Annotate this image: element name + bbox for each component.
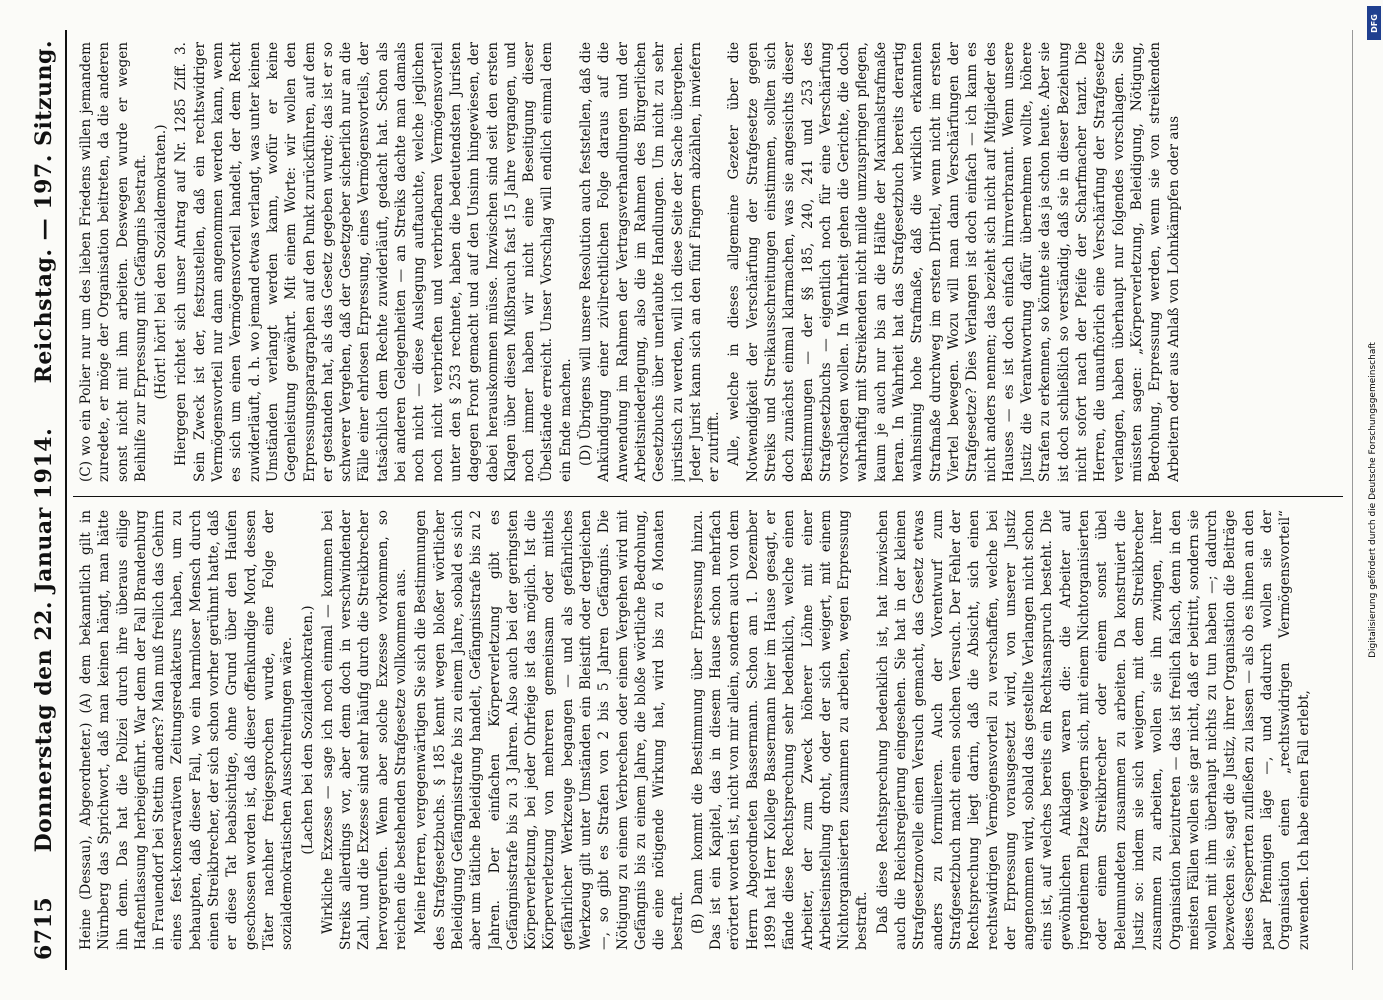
header-date: Donnerstag den 22. Januar 1914. <box>31 427 57 853</box>
left-paragraph-4: Meine Herren, vergegenwärtigen Sie sich die Bestimmungen des Strafgesetzbuchs. § 185 kennt wegen bloßer wörtlicher Beleidigung Gefängnisstrafe bis zu einem Jahre, sobald es sich aber um tätliche Beleidigung handelt, Gefängnisstrafe bis zu 2 Jahren. Der einfachen Körperverletzung gibt es Gefängnisstrafe bis zu 3 Jahren. Also auch bei der geringsten Körperverletzung, bei jeder Ohrfeige ist das möglich. Ist die Körperverletzung von mehreren gemeinsam oder mittels gefährlicher Werkzeuge begangen — und als gefährliches Werkzeug gilt unter Umständen ein Bleistift oder dergleichen —, so gibt es Strafen von 2 bis 5 Jahren Gefängnis. Die Nötigung zu einem Verbrechen oder einem Vergehen wird mit Gefängnis bis zu einem Jahre, die bloße wörtliche Bedrohung, die eine nötigende Wirkung hat, wird bis zu 6 Monaten bestraft. <box>413 510 686 950</box>
left-paragraph-1: Heine (Dessau), Abgeordneter.) (A) dem bekanntlich gilt in Nürnberg das Sprichwort, daß man keinen hängt, man hätte ihn denn. Das hat die Polizei durch ihre überaus eilige Haftentlassung herbeigeführt. War denn der Fall Brandenburg in Frauendorf bei Stettin anders? Man muß freilich das Gehirn eines fest-konservativen Zeitungsredakteurs haben, um zu behaupten, daß dieser Fall, wo ein harmloser Mensch durch einen Streikbrecher, der sich schon vorher gerühmt hatte, daß er diese Tat beabsichtige, ohne Grund über den Haufen geschossen worden ist, daß dieser offenkundige Mord, dessen Täter nachher freigesprochen wurde, eine Folge der sozialdemokratischen Ausschreitungen wäre. <box>78 510 296 950</box>
left-interjection-1: (Lachen bei den Sozialdemokraten.) <box>299 605 316 855</box>
left-paragraph-5: (B) Dann kommt die Bestimmung über Erpressung hinzu. Das ist ein Kapitel, das in diesem Hause schon mehrfach erörtert worden ist, nicht von mir allein, sondern auch von dem Herrn Abgeordneten Bassermann. Schon am 1. Dezember 1899 hat Herr Kollege Bassermann hier im Hause gesagt, er fände diese Rechtsprechung sehr bedenklich, welche einen Arbeiter, der zum Zweck höherer Löhne mit einer Arbeitseinstellung droht, oder der sich weigert, mit einem Nichtorganisierten zusammen zu arbeiten, wegen Erpressung bestraft. <box>689 510 871 950</box>
right-paragraph-4: (D) Übrigens will unsere Resolution auch feststellen, daß die Ankündigung einer zivilrechtlichen Folge daraus auf die Anwendung im Rahmen der Vertragsverhandlungen und der Arbeitsniederlegung, also die im Rahmen des Bürgerlichen Gesetzbuchs über unerlaubte Handlungen. Um nicht zu sehr juristisch zu werden, will ich diese Seite der Sache übergehen. Jeder Jurist kann sich an den fünf Fingern abzählen, inwiefern er zutrifft. <box>578 42 723 482</box>
right-interjection-1: (Hört! hört! bei den Sozialdemokraten.) <box>153 124 170 400</box>
left-paragraph-6: Daß diese Rechtsprechung bedenklich ist, hat inzwischen auch die Reichsregierung eingesehen. Sie hat in der kleinen Strafgesetznovelle einen Versuch gemacht, das Gesetz etwas anders zu formulieren. Auch der Vorentwurf zum Strafgesetzbuch macht einen solchen Versuch. Der Fehler der Rechtsprechung liegt darin, daß die Absicht, sich einen rechtswidrigen Vermögensvorteil zu verschaffen, welche bei der Erpressung vorausgesetzt wird, von unserer Justiz angenommen wird, sobald das gestellte Verlangen nicht schon eins ist, auf welches bereits ein Rechtsanspruch besteht. Die gewöhnlichen Anklagen waren die: die Arbeiter auf irgendeinem Platze weigern sich, mit einem Nichtorganisierten oder einem Streikbrecher oder einem sonst übel Beleumundeten zusammen zu arbeiten. Da konstruiert die Justiz so: indem sie sich weigern, mit dem Streikbrecher zusammen zu arbeiten, wollen sie ihn zwingen, ihrer Organisation beizutreten — das ist freilich falsch, denn in den meisten Fällen wollen sie gar nicht, daß er beitritt, sondern sie wollen mit ihm überhaupt nichts zu tun haben —; dadurch bezwecken sie, sagt die Justiz, ihrer Organisation die Beiträge dieses Gesperrten zufließen zu lassen — als ob es ihnen an den paar Pfennigen läge —, und dadurch wollen sie der Organisation einen „rechtswidrigen Vermögensvorteil“ zuwenden. Ich habe einen Fall erlebt, <box>874 510 1312 950</box>
dfg-credit-text: Digitalisierung gefördert durch die Deutsche Forschungsgemeinschaft <box>1368 342 1379 658</box>
right-text-column <box>77 42 1339 482</box>
column-divider <box>73 496 1343 497</box>
left-paragraph-3: Wirkliche Exzesse — sage ich noch einmal — kommen bei Streiks allerdings vor, aber denn doch in verschwindender Zahl, und die Exzesse sind sehr häufig durch die Streikbrecher hervorgerufen. Wenn aber solche Exzesse vorkommen, so reichen die bestehenden Strafgesetze vollkommen aus. <box>319 510 410 950</box>
running-header <box>27 40 61 960</box>
header-rule <box>65 30 67 970</box>
dfg-logo-text: DFG <box>1369 13 1379 33</box>
page-bottom-rule <box>1352 30 1353 970</box>
dfg-credit-line <box>1365 0 1381 1000</box>
right-paragraph-1: (C) wo ein Polier nur um des lieben Friedens willen jemandem zuredete, er möge der Organisation beitreten, da die anderen sonst nicht mit ihm arbeiten. Deswegen wurde er wegen Beihilfe zur Erpressung mit Gefängnis bestraft. <box>78 42 149 482</box>
right-paragraph-5: Alle, welche in dieses allgemeine Gezeter über die Notwendigkeit der Verschärfung der Strafgesetze gegen Streiks und Streikausschreitungen einstimmen, sollten sich doch zunächst einmal klarmachen, was sie angesichts dieser Bestimmungen — der §§ 185, 240, 241 und 253 des Strafgesetzbuchs — eigentlich noch für eine Verschärfung vorschlagen wollen. In Wahrheit gehen die Gerichte, die doch wahrhaftig mit Streikenden nicht milde umzuspringen pflegen, kaum je auch nur bis an die Hälfte der Maximalstrafmaße heran. In Wahrheit hat das Strafgesetzbuch bereits derartig wahnsinnig hohe Strafmaße, daß die wirklich erkannten Strafmaße durchweg im ersten Drittel, wenn nicht im ersten Viertel bewegen. Wozu will man dann Verschärfungen der Strafgesetze? Dies Verlangen ist doch einfach — ich kann es nicht anders nennen; das bezieht sich nicht auf Mitglieder des Hauses — es ist doch einfach hirnverbrannt. Wenn unsere Justiz die Verantwortung dafür übernehmen wollte, höhere Strafen zu erkennen, so könnte sie das ja schon heute. Aber sie ist doch schließlich so verständig, daß sie in dieser Beziehung nicht sofort nach der Pfeife der Scharfmacher tanzt. Die Herren, die unaufhörlich eine Verschärfung der Strafgesetze verlangen, haben überhaupt nur folgendes vorschlagen. Sie müssten sagen: „Körperverletzung, Beleidigung, Nötigung, Bedrohung, Erpressung werden, wenn sie von streikenden Arbeitern oder aus Anlaß von Lohnkämpfen oder aus <box>726 42 1182 482</box>
header-session: Reichstag. — 197. Sitzung. <box>31 40 57 384</box>
header-page-number: 6715 <box>31 896 57 960</box>
left-text-column <box>77 510 1339 950</box>
right-paragraph-3: Hiergegen richtet sich unser Antrag auf Nr. 1285 Ziff. 3. Sein Zweck ist der, festzustellen, daß ein rechtswidriger Vermögensvorteil nur dann angenommen werden kann, wenn es sich um einen Vermögensvorteil handelt, der dem Recht zuwiderläuft, d. h. wo jemand etwas verlangt, was unter keinen Umständen verlangt werden kann, wofür er keine Gegenleistung gewährt. Mit einem Worte: wir wollen den Erpressungsparagraphen auf den Punkt zurückführen, auf dem er gestanden hat, als das Gesetz gegeben wurde; das ist er so schwerer Vergehen, daß der Gesetzgeber sicherlich nur an die Fälle einer ehrlosen Erpressung, eines Vermögensvorteils, der tatsächlich dem Rechte zuwiderläuft, gedacht hat. Schon als bei anderen Gelegenheiten — an Streiks dachte man damals noch nicht — diese Auslegung auftauchte, welche jeglichen noch nicht verbrieften und verbriefbaren Vermögensvorteil unter den § 253 rechnete, haben die bedeutendsten Juristen dagegen Front gemacht und auf den Unsinn hingewiesen, der dabei herauskommen müsse. Inzwischen sind seit den ersten Klagen über diesen Mißbrauch fast 15 Jahre vergangen, und noch immer haben wir nicht eine Beseitigung dieser Übelstände erreicht. Unser Vorschlag will endlich einmal dem ein Ende machen. <box>173 42 574 482</box>
